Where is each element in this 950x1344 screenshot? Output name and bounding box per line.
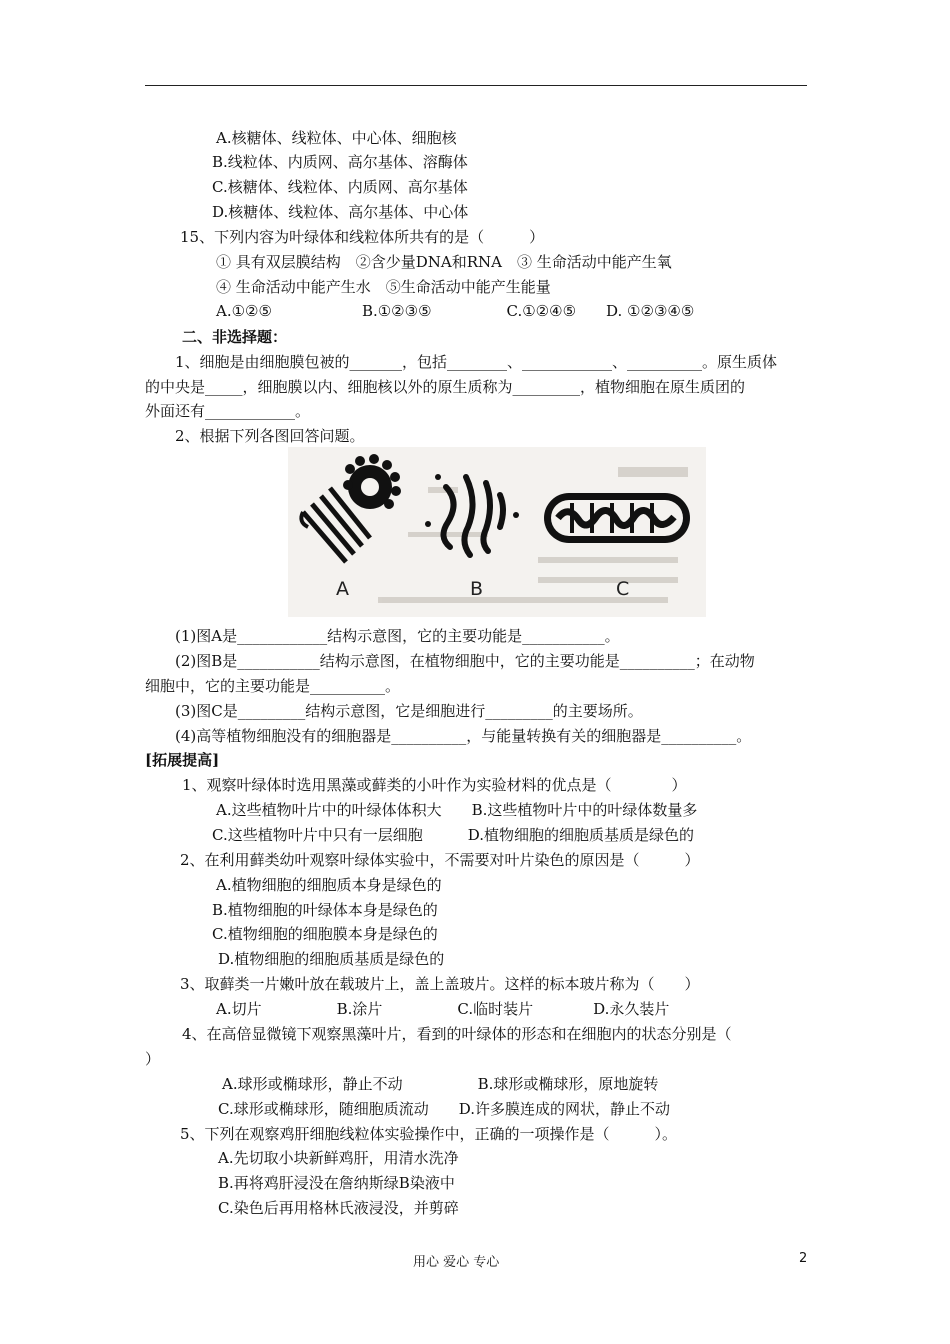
- text-line: B.线粒体、内质网、高尔基体、溶酶体: [212, 153, 468, 171]
- text-line: ）: [145, 1050, 161, 1068]
- page-number: 2: [799, 1251, 808, 1266]
- text-line: 4、在高倍显微镜下观察黑藻叶片，看到的叶绿体的形态和在细胞内的状态分别是（: [182, 1025, 732, 1043]
- text-line: [拓展提高]: [145, 751, 220, 769]
- text-line: 细胞中，它的主要功能是__________。: [145, 677, 401, 695]
- text-line: A.先切取小块新鲜鸡肝，用清水洗净: [218, 1149, 459, 1167]
- text-line: D.核糖体、线粒体、高尔基体、中心体: [212, 203, 469, 221]
- organelle-drawings: [288, 447, 706, 617]
- text-line: ① 具有双层膜结构 ②含少量DNA和RNA ③ 生命活动中能产生氧: [216, 253, 672, 271]
- text-line: ④ 生命活动中能产生水 ⑤生命活动中能产生能量: [216, 278, 551, 296]
- text-line: 15、下列内容为叶绿体和线粒体所共有的是（ ）: [180, 228, 545, 246]
- text-line: C.染色后再用格林氏液浸没，并剪碎: [218, 1199, 459, 1217]
- text-line: (1)图A是____________结构示意图，它的主要功能是___________。: [175, 627, 620, 645]
- text-line: C.这些植物叶片中只有一层细胞 D.植物细胞的细胞质基质是绿色的: [212, 826, 694, 844]
- organelle-figure: [288, 447, 706, 617]
- text-line: A.核糖体、线粒体、中心体、细胞核: [216, 129, 457, 147]
- text-line: 5、下列在观察鸡肝细胞线粒体实验操作中，正确的一项操作是（ ）。: [180, 1125, 678, 1143]
- text-line: (2)图B是___________结构示意图，在植物细胞中，它的主要功能是__________；在动物: [175, 652, 755, 670]
- text-line: A.切片 B.涂片 C.临时装片 D.永久装片: [216, 1000, 670, 1018]
- text-line: 外面还有____________。: [145, 402, 311, 420]
- text-line: (4)高等植物细胞没有的细胞器是__________，与能量转换有关的细胞器是__________。: [175, 727, 752, 745]
- text-line: 的中央是_____，细胞膜以内、细胞核以外的原生质称为_________，植物细胞在原生质团的: [145, 378, 746, 396]
- text-line: 1、细胞是由细胞膜包被的_______，包括________、____________、__________。原生质体: [175, 353, 778, 371]
- text-line: 二、非选择题：: [182, 328, 288, 346]
- text-line: D.植物细胞的细胞质基质是绿色的: [218, 950, 445, 968]
- text-line: C.植物细胞的细胞膜本身是绿色的: [212, 925, 438, 943]
- text-line: 1、观察叶绿体时选用黑藻或藓类的小叶作为实验材料的优点是（ ）: [182, 776, 687, 794]
- text-line: C.球形或椭球形，随细胞质流动 D.许多膜连成的网状，静止不动: [218, 1100, 670, 1118]
- text-line: 2、根据下列各图回答问题。: [175, 427, 365, 445]
- figure-label-a: A: [336, 578, 349, 600]
- text-line: B.植物细胞的叶绿体本身是绿色的: [212, 901, 438, 919]
- footer-slogan: 用心 爱心 专心: [413, 1255, 500, 1270]
- text-line: A.①②⑤ B.①②③⑤ C.①②④⑤ D. ①②③④⑤: [216, 302, 695, 320]
- text-line: 3、取藓类一片嫩叶放在载玻片上，盖上盖玻片。这样的标本玻片称为（ ）: [180, 975, 700, 993]
- figure-label-b: B: [470, 578, 484, 600]
- header-rule: [145, 85, 807, 86]
- centriole-ring: [343, 454, 401, 509]
- text-line: A.球形或椭球形，静止不动 B.球形或椭球形，原地旋转: [222, 1075, 659, 1093]
- text-line: B.再将鸡肝浸没在詹纳斯绿B染液中: [218, 1174, 455, 1192]
- text-line: C.核糖体、线粒体、内质网、高尔基体: [212, 178, 468, 196]
- text-line: A.这些植物叶片中的叶绿体体积大 B.这些植物叶片中的叶绿体数量多: [216, 801, 698, 819]
- text-line: 2、在利用藓类幼叶观察叶绿体实验中，不需要对叶片染色的原因是（ ）: [180, 851, 700, 869]
- text-line: A.植物细胞的细胞质本身是绿色的: [216, 876, 442, 894]
- text-line: (3)图C是_________结构示意图，它是细胞进行_________的主要场所。: [175, 702, 643, 720]
- mitochondrion-drawing: [544, 493, 690, 543]
- figure-label-c: C: [616, 578, 630, 600]
